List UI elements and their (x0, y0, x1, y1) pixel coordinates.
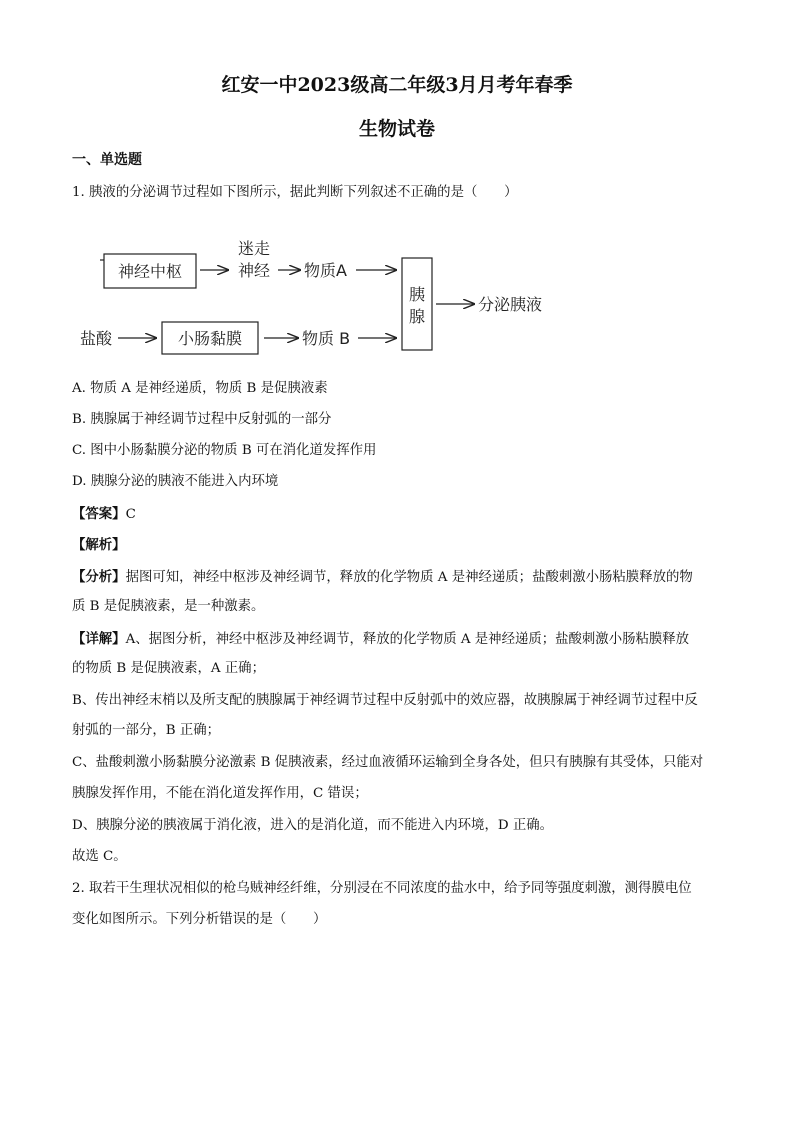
answer-value: C (125, 507, 136, 522)
fenxi-text-1: 据图可知，神经中枢涉及神经调节，释放的化学物质 A 是神经递质；盐酸刺激小肠粘膜释放的物 (125, 570, 693, 585)
hcl-label: 盐酸 (80, 329, 113, 348)
xiangjie-line-4: 射弧的一部分，B 正确； (72, 723, 221, 738)
fenxi-line-1 (72, 567, 732, 588)
xiangjie-text-1: A、据图分析，神经中枢涉及神经调节，释放的化学物质 A 是神经递质；盐酸刺激小肠粘膜释放 (125, 632, 690, 647)
pancreas-label-2: 腺 (408, 307, 426, 326)
pancreas-box (402, 258, 432, 350)
output-label: 分泌胰液 (478, 295, 543, 314)
question-1-stem: 1. 胰液的分泌调节过程如下图所示，据此判断下列叙述不正确的是（ ） (72, 185, 518, 200)
section-heading: 一、单选题 (72, 152, 142, 168)
question-2-stem-2: 变化如图所示。下列分析错误的是（ ） (72, 912, 327, 927)
pancreas-label-1: 胰 (408, 285, 426, 304)
substance-b-label: 物质 B (302, 329, 351, 348)
question-2-stem-1: 2. 取若干生理状况相似的枪乌贼神经纤维，分别浸在不同浓度的盐水中，给予同等强度刺激，测得膜电位 (72, 881, 692, 896)
xiangjie-line-5: C、盐酸刺激小肠黏膜分泌激素 B 促胰液素，经过血液循环运输到全身各处，但只有胰腺有其受体，只能对 (72, 755, 704, 770)
xiangjie-line-3: B、传出神经末梢以及所支配的胰腺属于神经调节过程中反射弧中的效应器，故胰腺属于神经调节过程中反 (72, 693, 698, 708)
xiangjie-line-7: D、胰腺分泌的胰液属于消化液，进入的是消化道，而不能进入内环境，D 正确。 (72, 818, 554, 833)
answer-tag: 【答案】 (72, 506, 126, 522)
option-d: D. 胰腺分泌的胰液不能进入内环境 (72, 474, 279, 489)
pancreas-regulation-diagram (78, 232, 558, 362)
fenxi-tag: 【分析】 (72, 569, 126, 585)
xiangjie-line-6: 胰腺发挥作用，不能在消化道发挥作用，C 错误； (72, 786, 368, 801)
document-title: 红安一中2023级高二年级3月月考年春季 (221, 74, 573, 96)
option-a: A. 物质 A 是神经递质，物质 B 是促胰液素 (72, 381, 328, 396)
option-c: C. 图中小肠黏膜分泌的物质 B 可在消化道发挥作用 (72, 443, 377, 458)
xiangjie-line-2: 的物质 B 是促胰液素，A 正确； (72, 661, 265, 676)
vagus-label-line2: 神经 (237, 261, 271, 280)
option-b: B. 胰腺属于神经调节过程中反射弧的一部分 (72, 412, 332, 427)
xiangjie-tag: 【详解】 (72, 631, 126, 647)
substance-a-label: 物质A (304, 261, 347, 280)
xiangjie-line-1 (72, 629, 732, 650)
nerve-center-label: 神经中枢 (117, 262, 183, 281)
xiangjie-line-8: 故选 C。 (72, 849, 127, 864)
answer-line (72, 504, 732, 525)
intestine-mucosa-label: 小肠黏膜 (177, 329, 243, 348)
document-subtitle: 生物试卷 (358, 118, 435, 140)
fenxi-line-2: 质 B 是促胰液素，是一种激素。 (72, 599, 265, 614)
analysis-tag: 【解析】 (72, 537, 126, 553)
vagus-label-line1: 迷走 (237, 239, 271, 258)
